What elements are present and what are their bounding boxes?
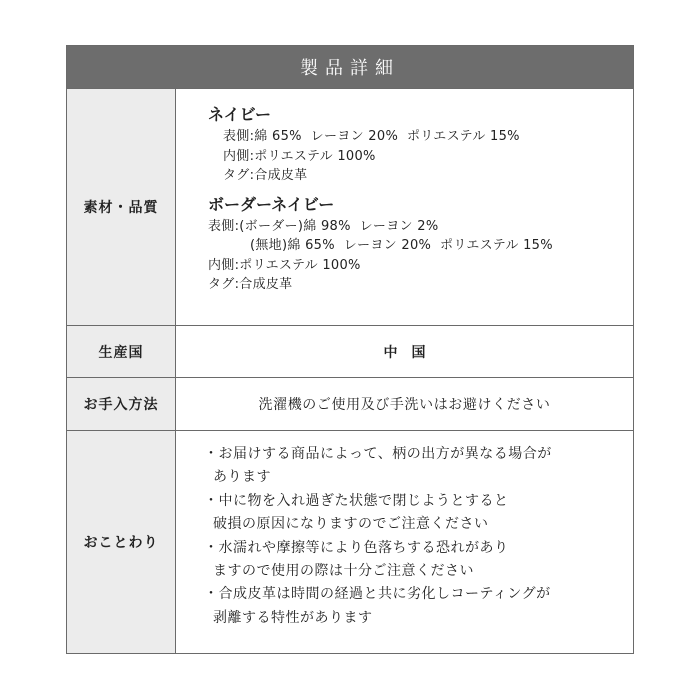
variant-name: ネイビー — [208, 105, 272, 124]
care-value: 洗濯機のご使用及び手洗いはお避けください — [258, 397, 551, 413]
product-details-table — [66, 45, 634, 654]
spec-line: タグ:合成皮革 — [208, 277, 293, 292]
spec-line: 表側:(ボーダー)綿 98% レーヨン 2% — [208, 218, 439, 234]
variant-name: ボーダーネイビー — [208, 194, 335, 214]
origin-label: 生産国 — [67, 326, 176, 377]
notes-row — [67, 431, 633, 653]
spec-line: タグ:合成皮革 — [223, 168, 308, 183]
spec-line: 内側:ポリエステル 100% — [208, 257, 361, 273]
note-item: ・合成皮革は時間の経過と共に劣化しコーティングが — [204, 586, 551, 603]
materials-row — [67, 89, 633, 326]
spec-line: 表側:綿 65% レーヨン 20% ポリエステル 15% — [223, 129, 520, 144]
note-item-continuation: ますので使用の際は十分ご注意ください — [213, 563, 474, 580]
table-title: 製品詳細 — [67, 46, 633, 89]
care-label: お手入方法 — [67, 378, 176, 430]
note-item: ・お届けする商品によって、柄の出方が異なる場合が — [204, 446, 552, 462]
origin-row — [67, 326, 633, 378]
origin-value: 中 国 — [383, 344, 426, 361]
care-row — [67, 378, 633, 431]
note-item-continuation: あります — [213, 469, 271, 486]
materials-value — [176, 89, 633, 325]
spec-line: (無地)綿 65% レーヨン 20% ポリエステル 15% — [250, 238, 553, 253]
materials-label: 素材・品質 — [67, 89, 176, 325]
variant-navy — [208, 103, 633, 186]
spec-line: 内側:ポリエステル 100% — [223, 148, 376, 164]
variant-border-navy — [208, 193, 633, 295]
notes-value — [176, 431, 633, 653]
note-item: ・中に物を入れ過ぎた状態で閉じようとすると — [204, 492, 509, 509]
note-item: ・水濡れや摩擦等により色落ちする恐れがあり — [204, 539, 509, 556]
notes-label: おことわり — [67, 431, 176, 653]
note-item-continuation: 剥離する特性があります — [213, 609, 373, 626]
note-item-continuation: 破損の原因になりますのでご注意ください — [213, 516, 489, 533]
